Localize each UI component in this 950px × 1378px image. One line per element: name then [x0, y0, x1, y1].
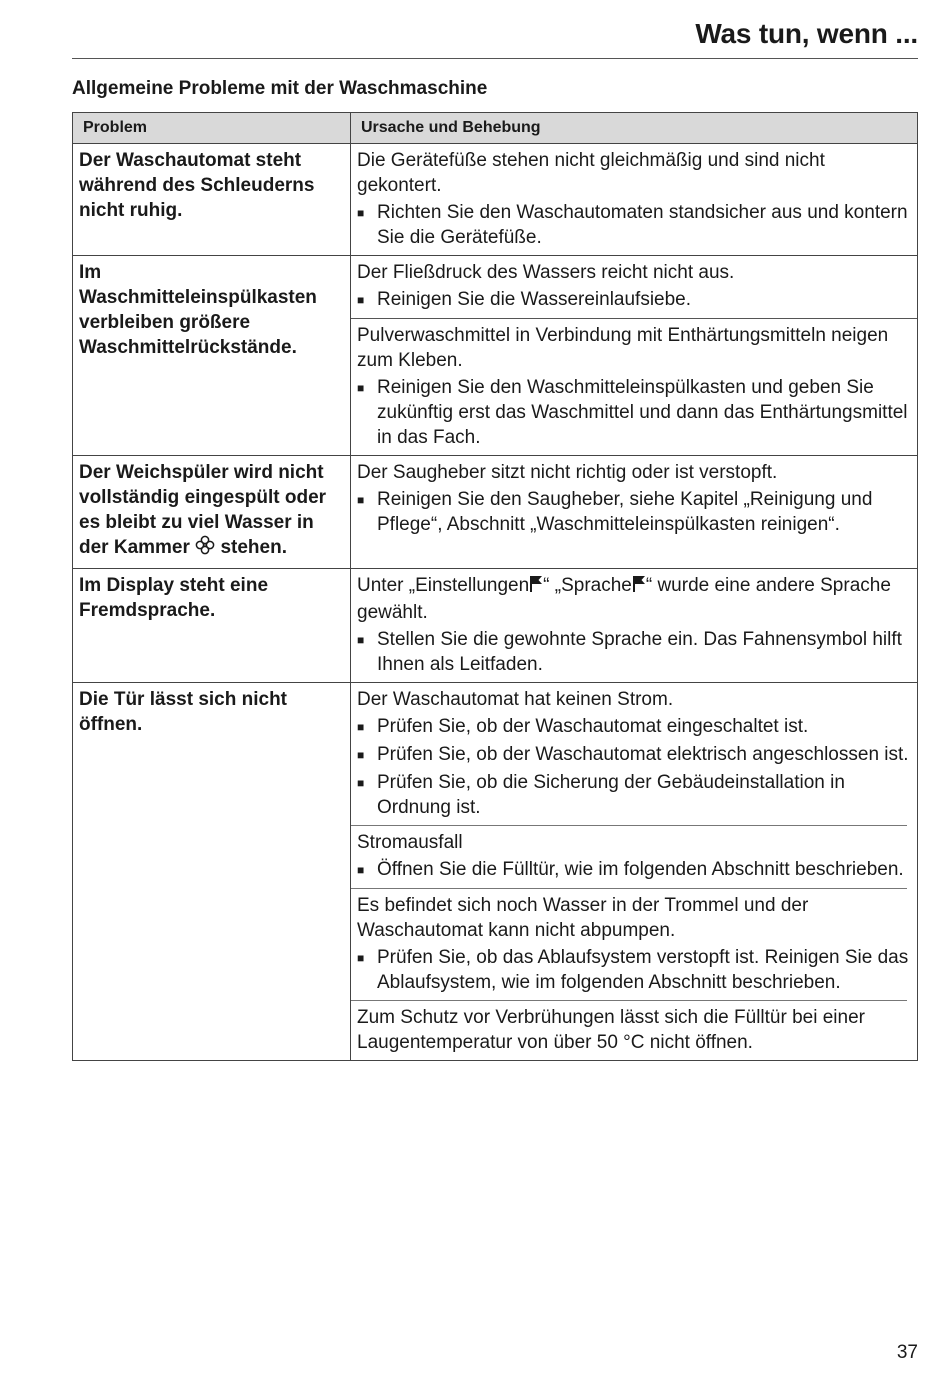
- cause-block: [351, 456, 917, 542]
- column-header-cause: Ursache und Behebung: [351, 113, 918, 144]
- bullet-icon: ■: [357, 863, 365, 877]
- remedy-item: [357, 287, 911, 313]
- bullet-icon: ■: [357, 381, 365, 395]
- table-row: [73, 144, 918, 256]
- problem-text: Der Weichspüler wird nicht vollständig eingespült oder es bleibt zu viel Wasser in der Kammer: [79, 462, 327, 558]
- cause-text-part: “ wurde eine andere Sprache gewählt.: [357, 575, 891, 623]
- cause-cell: [351, 683, 918, 1061]
- remedy-text: Reinigen Sie den Saugheber, siehe Kapitel „Reinigung und Pflege“, Abschnitt „Waschmitteleinspülkasten reinigen“.: [377, 489, 873, 535]
- remedy-item: [357, 487, 911, 537]
- cause-cell: [351, 456, 918, 569]
- remedy-item: [357, 742, 911, 768]
- bullet-icon: ■: [357, 206, 365, 220]
- section-title: Allgemeine Probleme mit der Waschmaschine: [72, 78, 488, 99]
- flower-icon: [195, 535, 215, 562]
- cause-text: Zum Schutz vor Verbrühungen lässt sich die Fülltür bei einer Laugentemperatur von über 50 °C nicht öffnen.: [357, 1007, 865, 1053]
- cause-text-part: “ „Sprache: [543, 575, 632, 596]
- remedy-item: [357, 714, 911, 740]
- problem-cell: [73, 456, 351, 569]
- bullet-icon: ■: [357, 293, 365, 307]
- remedy-text: Stellen Sie die gewohnte Sprache ein. Das Fahnensymbol hilft Ihnen als Leitfaden.: [377, 629, 902, 675]
- cause-text: Die Gerätefüße stehen nicht gleichmäßig und sind nicht gekontert.: [357, 150, 825, 196]
- remedy-text: Reinigen Sie den Waschmitteleinspülkasten und geben Sie zukünftig erst das Waschmittel und dann das Enthärtungsmittel in das Fach.: [377, 377, 908, 448]
- remedy-text: Prüfen Sie, ob der Waschautomat eingeschaltet ist.: [377, 716, 809, 737]
- remedy-item: [357, 200, 911, 250]
- remedy-text: Reinigen Sie die Wassereinlaufsiebe.: [377, 289, 692, 310]
- bullet-icon: ■: [357, 776, 365, 790]
- troubleshooting-table: [72, 112, 918, 1061]
- cause-block: [351, 683, 917, 825]
- bullet-icon: ■: [357, 951, 365, 965]
- header-divider: [72, 58, 918, 59]
- remedy-text: Prüfen Sie, ob die Sicherung der Gebäudeinstallation in Ordnung ist.: [377, 772, 845, 818]
- cause-text: Der Waschautomat hat keinen Strom.: [357, 689, 674, 710]
- cause-block: [351, 826, 917, 888]
- cause-text: [357, 573, 911, 625]
- table-row: [73, 569, 918, 683]
- remedy-item: [357, 945, 911, 995]
- table-header-row: [73, 113, 918, 144]
- table-row: [73, 256, 918, 456]
- table-row: [73, 456, 918, 569]
- flag-icon: [529, 575, 543, 600]
- remedy-text: Richten Sie den Waschautomaten standsicher aus und kontern Sie die Gerätefüße.: [377, 202, 908, 248]
- problem-text: stehen.: [220, 537, 287, 558]
- problem-cell: Im Display steht eine Fremdsprache.: [73, 569, 351, 683]
- page-header-title: Was tun, wenn ...: [695, 18, 918, 49]
- table-row: [73, 683, 918, 1061]
- remedy-text: Öffnen Sie die Fülltür, wie im folgenden Abschnitt beschrieben.: [377, 859, 904, 880]
- cause-block: [351, 144, 917, 255]
- cause-text: Der Fließdruck des Wassers reicht nicht aus.: [357, 262, 735, 283]
- cause-block: [351, 256, 917, 318]
- cause-text: Es befindet sich noch Wasser in der Trommel und der Waschautomat kann nicht abpumpen.: [357, 895, 809, 941]
- cause-text: Der Saugheber sitzt nicht richtig oder ist verstopft.: [357, 462, 778, 483]
- page-number: 37: [896, 1342, 918, 1363]
- cause-block: [351, 1001, 917, 1060]
- column-header-problem: Problem: [73, 113, 351, 144]
- cause-text: Pulverwaschmittel in Verbindung mit Enthärtungsmitteln neigen zum Kleben.: [357, 325, 889, 371]
- remedy-item: [357, 770, 911, 820]
- cause-cell: [351, 569, 918, 683]
- bullet-icon: ■: [357, 493, 365, 507]
- problem-cell: Die Tür lässt sich nicht öffnen.: [73, 683, 351, 1061]
- problem-cell: Der Waschautomat steht während des Schleuderns nicht ruhig.: [73, 144, 351, 256]
- cause-block: [351, 318, 917, 455]
- remedy-item: [357, 375, 911, 450]
- cause-cell: [351, 144, 918, 256]
- cause-text-part: Unter „Einstellungen: [357, 575, 530, 596]
- remedy-item: [357, 857, 911, 883]
- cause-cell: [351, 256, 918, 456]
- remedy-item: [357, 627, 911, 677]
- remedy-text: Prüfen Sie, ob das Ablaufsystem verstopft ist. Reinigen Sie das Ablaufsystem, wie im folgenden Abschnitt beschrieben.: [377, 947, 909, 993]
- bullet-icon: ■: [357, 633, 365, 647]
- flag-icon: [632, 575, 646, 600]
- cause-text: Stromausfall: [357, 832, 463, 853]
- bullet-icon: ■: [357, 720, 365, 734]
- remedy-text: Prüfen Sie, ob der Waschautomat elektrisch angeschlossen ist.: [377, 744, 909, 765]
- problem-cell: Im Waschmitteleinspülkasten verbleiben größere Waschmittelrückstände.: [73, 256, 351, 456]
- bullet-icon: ■: [357, 748, 365, 762]
- cause-block: [351, 889, 917, 1000]
- cause-block: [351, 569, 917, 682]
